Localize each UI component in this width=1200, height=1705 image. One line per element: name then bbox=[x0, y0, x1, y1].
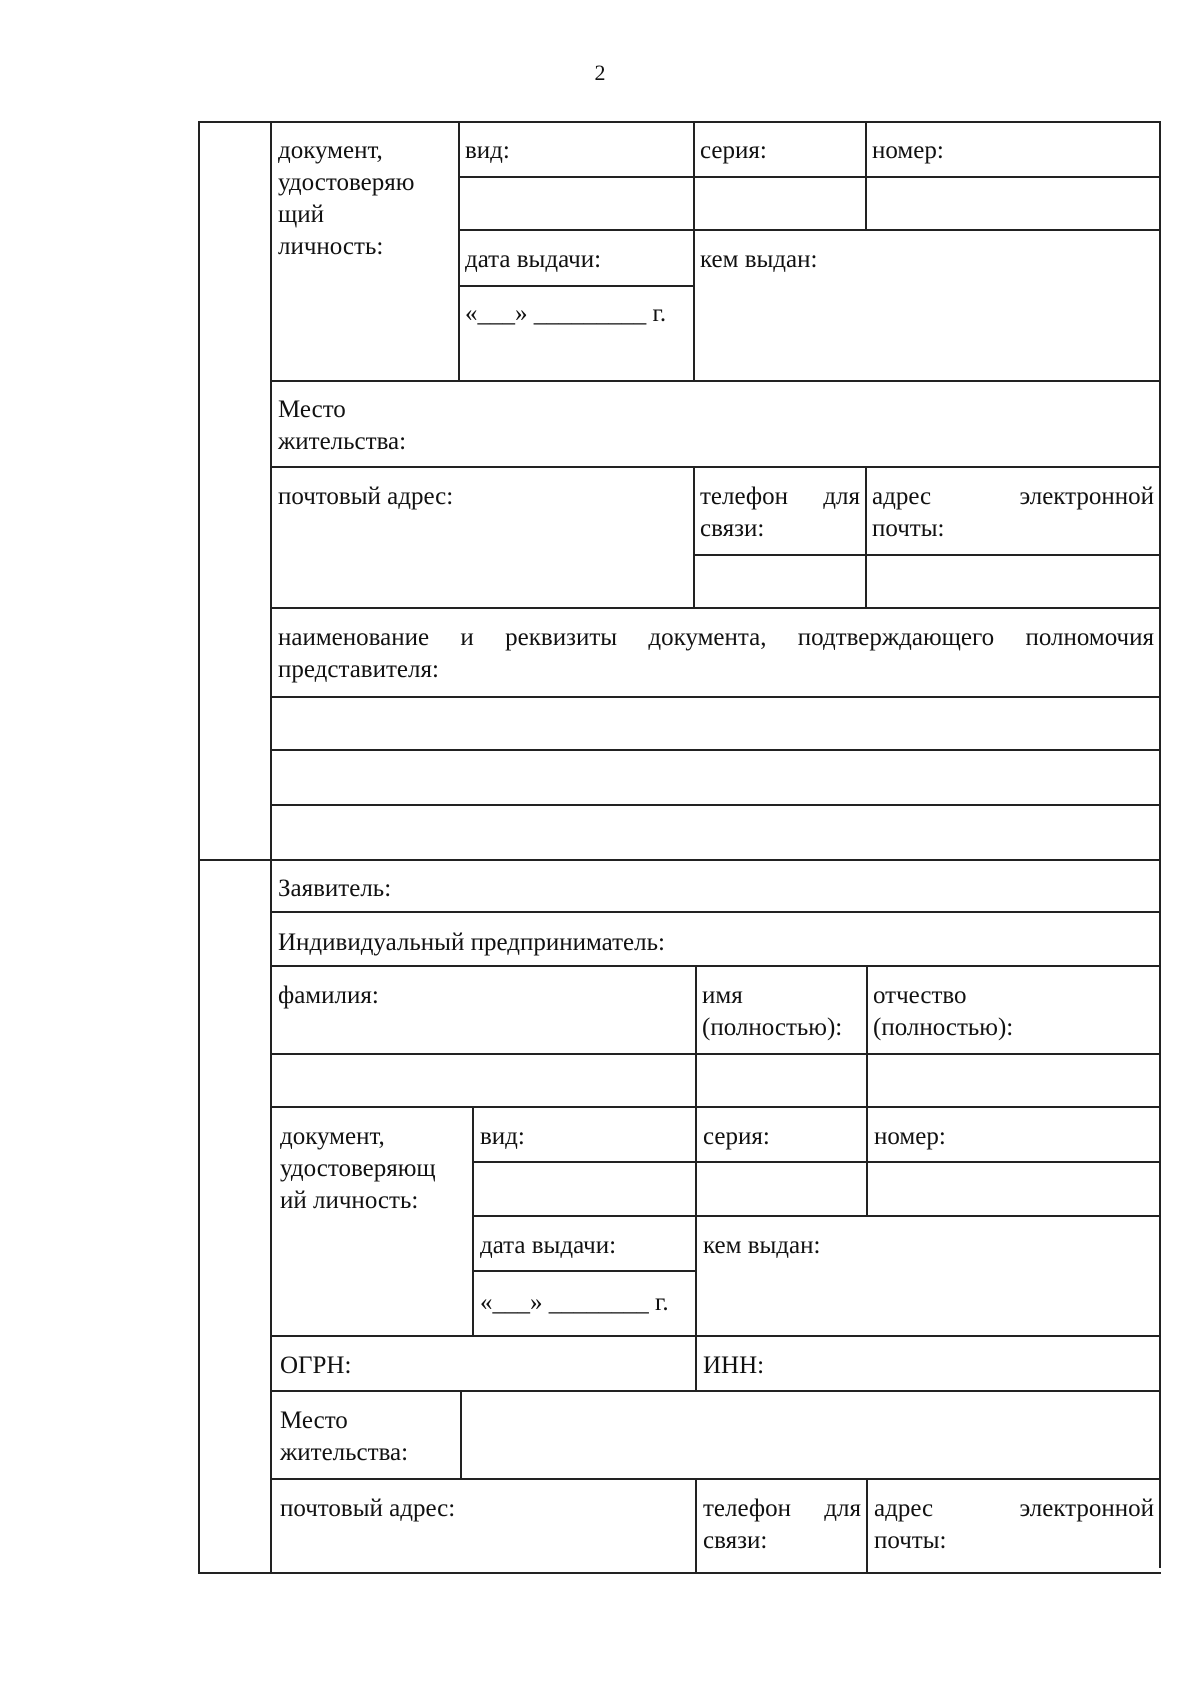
rep-issue-date-field[interactable]: «___» _________ г. bbox=[465, 300, 667, 327]
rep-authority-doc-input-row-2[interactable] bbox=[272, 751, 1158, 803]
applicant-series-input-cell[interactable] bbox=[697, 1163, 865, 1214]
applicant-residence-label-line-2: жительства: bbox=[280, 1439, 409, 1466]
name-label-line-2: (полностью): bbox=[702, 1014, 843, 1041]
applicant-title: Заявитель: bbox=[278, 875, 392, 902]
applicant-id-doc-label-line-1: документ, bbox=[280, 1123, 385, 1150]
rep-email-input-cell[interactable] bbox=[867, 556, 1158, 606]
rep-phone-input-cell[interactable] bbox=[695, 556, 864, 606]
rep-type-label: вид: bbox=[465, 137, 510, 164]
rep-email-label-line-1: адрес электронной bbox=[872, 483, 1154, 510]
rep-id-doc-label-line-2: удостоверяю bbox=[278, 169, 415, 196]
rep-id-doc-label-line-4: личность: bbox=[278, 233, 384, 260]
applicant-issued-by-label: кем выдан: bbox=[703, 1232, 821, 1259]
ogrn-label: ОГРН: bbox=[280, 1352, 352, 1379]
name-label-line-1: имя bbox=[702, 982, 743, 1009]
rep-residence-input-cell[interactable] bbox=[460, 382, 1158, 465]
page-number: 2 bbox=[594, 60, 606, 85]
rep-authority-doc-label-line-1: наименование и реквизиты документа, подтверждающего полномочия bbox=[278, 624, 1154, 651]
applicant-issue-date-field[interactable]: «___» ________ г. bbox=[480, 1289, 669, 1316]
applicant-phone-label-line-2: связи: bbox=[703, 1527, 768, 1554]
name-input-cell[interactable] bbox=[697, 1055, 865, 1105]
patronymic-label-line-2: (полностью): bbox=[873, 1014, 1014, 1041]
rep-authority-doc-input-row-1[interactable] bbox=[272, 698, 1158, 748]
rep-type-input-cell[interactable] bbox=[460, 178, 692, 228]
applicant-number-input-cell[interactable] bbox=[868, 1163, 1158, 1214]
applicant-email-label-line-2: почты: bbox=[874, 1527, 947, 1554]
entrepreneur-label: Индивидуальный предприниматель: bbox=[278, 929, 665, 956]
surname-input-cell[interactable] bbox=[272, 1055, 694, 1105]
rep-residence-label-line-2: жительства: bbox=[278, 428, 407, 455]
applicant-residence-label-line-1: Место bbox=[280, 1407, 348, 1434]
applicant-issued-by-input-cell[interactable] bbox=[697, 1265, 1158, 1334]
rep-phone-label-line-2: связи: bbox=[700, 515, 765, 542]
rep-authority-doc-label-line-2: представителя: bbox=[278, 656, 439, 683]
applicant-issue-date-label: дата выдачи: bbox=[480, 1232, 617, 1259]
applicant-phone-label-line-1: телефон для bbox=[703, 1495, 861, 1522]
applicant-type-label: вид: bbox=[480, 1123, 525, 1150]
applicant-email-label-line-1: адрес электронной bbox=[874, 1495, 1154, 1522]
rep-issue-date-label: дата выдачи: bbox=[465, 246, 602, 273]
rep-postal-address-input-cell[interactable] bbox=[272, 520, 692, 606]
applicant-postal-address-label: почтовый адрес: bbox=[280, 1495, 456, 1522]
rep-number-label: номер: bbox=[872, 137, 944, 164]
surname-label: фамилия: bbox=[278, 982, 379, 1009]
rep-series-input-cell[interactable] bbox=[695, 178, 864, 228]
applicant-id-doc-label-line-2: удостоверяющ bbox=[280, 1155, 436, 1182]
patronymic-label-line-1: отчество bbox=[873, 982, 967, 1009]
rep-id-doc-label-line-3: щий bbox=[278, 201, 325, 228]
applicant-residence-input-cell[interactable] bbox=[462, 1392, 1158, 1477]
patronymic-input-cell[interactable] bbox=[868, 1055, 1158, 1105]
rep-phone-label-line-1: телефон для bbox=[700, 483, 860, 510]
inn-label: ИНН: bbox=[703, 1352, 765, 1379]
rep-id-doc-label-line-1: документ, bbox=[278, 137, 383, 164]
applicant-number-label: номер: bbox=[874, 1123, 946, 1150]
rep-email-label-line-2: почты: bbox=[872, 515, 945, 542]
rep-number-input-cell[interactable] bbox=[867, 178, 1158, 228]
rep-issued-by-input-cell[interactable] bbox=[695, 280, 1158, 379]
rep-authority-doc-input-row-3[interactable] bbox=[272, 806, 1158, 858]
applicant-series-label: серия: bbox=[703, 1123, 770, 1150]
rep-series-label: серия: bbox=[700, 137, 767, 164]
rep-postal-address-label: почтовый адрес: bbox=[278, 483, 454, 510]
applicant-id-doc-label-line-3: ий личность: bbox=[280, 1187, 419, 1214]
applicant-type-input-cell[interactable] bbox=[474, 1163, 694, 1214]
rep-issued-by-label: кем выдан: bbox=[700, 246, 818, 273]
rep-residence-label-line-1: Место bbox=[278, 396, 346, 423]
